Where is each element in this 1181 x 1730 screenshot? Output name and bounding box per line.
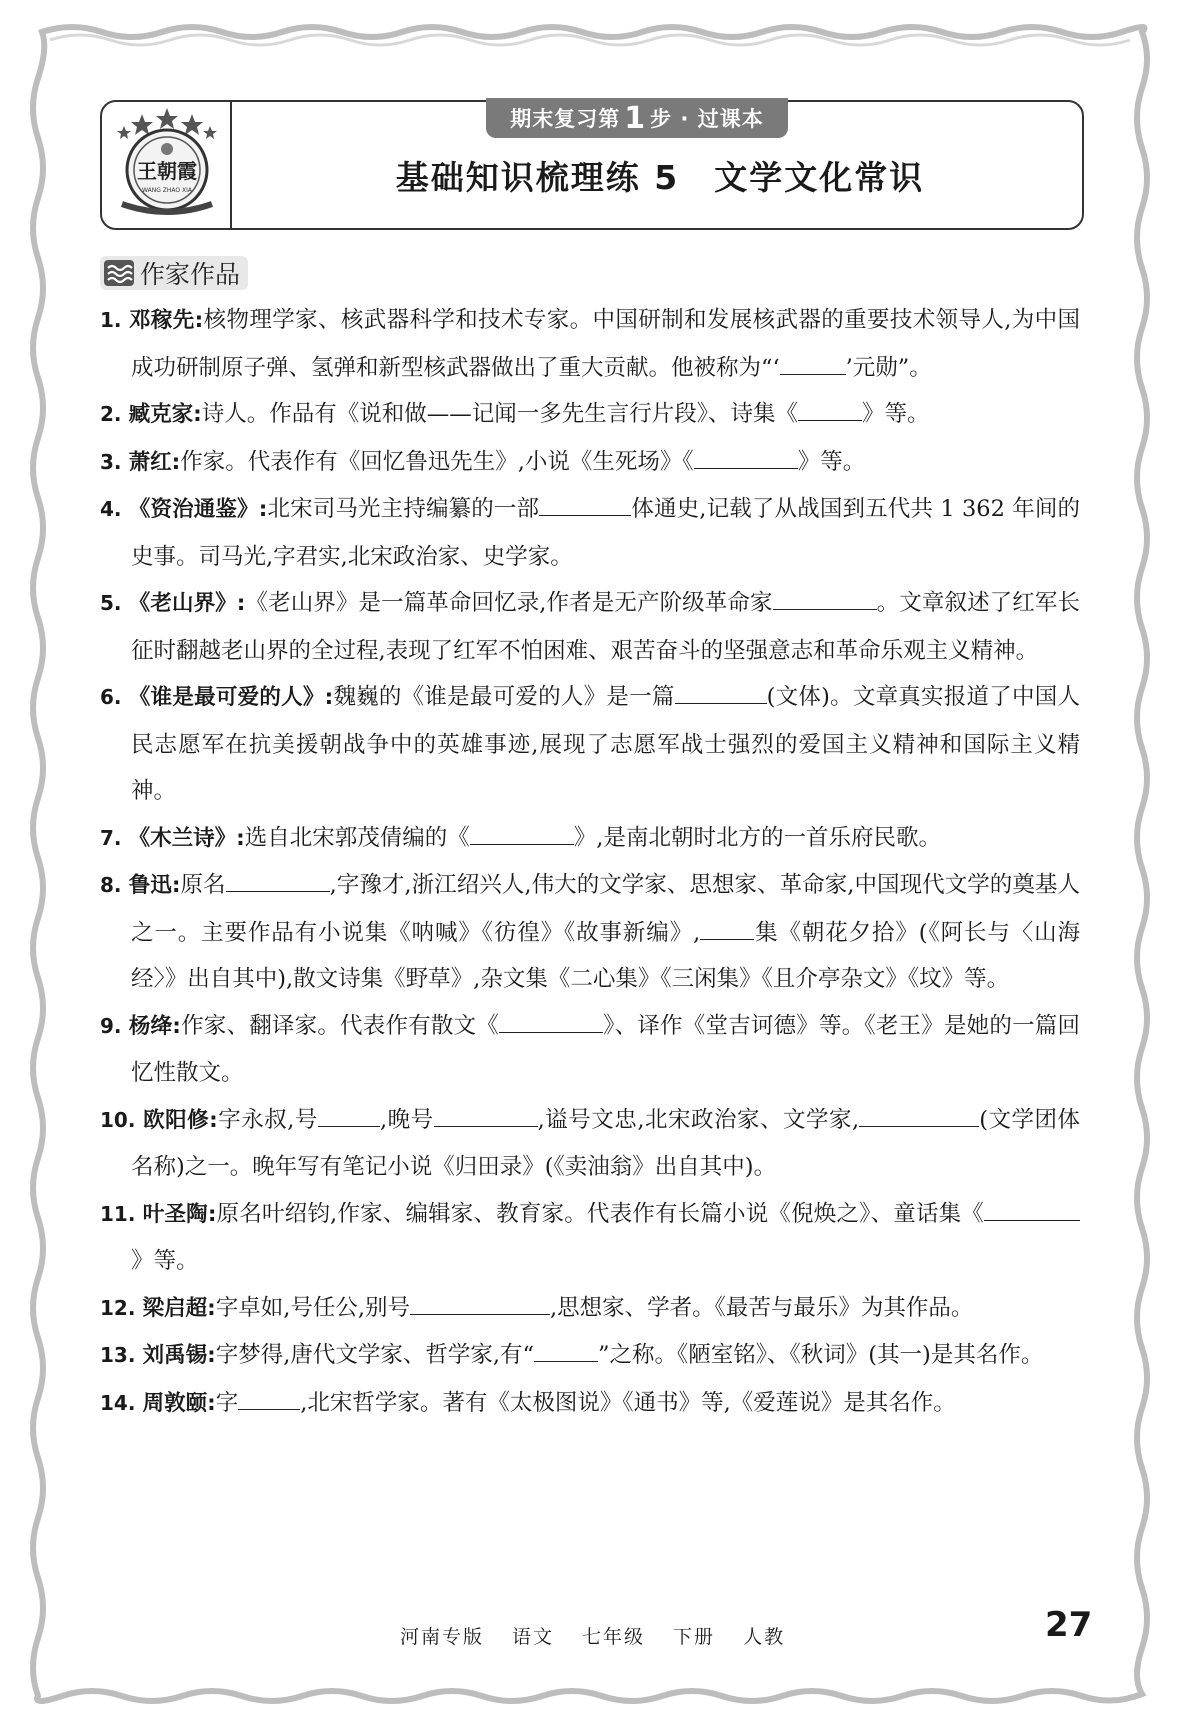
item-text: 》等。 bbox=[862, 401, 930, 427]
list-item bbox=[100, 862, 1080, 1003]
item-text: 北宋司马光主持编纂的一部 bbox=[267, 496, 540, 522]
item-text: (文学团体名称)之一。晚年写有笔记小说《归田录》(《卖油翁》出自其中)。 bbox=[131, 1106, 1081, 1180]
item-text: 字永叔,号 bbox=[217, 1106, 318, 1133]
question-list bbox=[100, 297, 1080, 1427]
item-heading: 叶圣陶: bbox=[142, 1201, 217, 1227]
answer-blank[interactable] bbox=[694, 446, 798, 469]
svg-text:王朝霞: 王朝霞 bbox=[137, 159, 197, 183]
item-number: 13. bbox=[100, 1343, 136, 1367]
footer-subject: 语文 bbox=[512, 1626, 555, 1648]
answer-blank[interactable] bbox=[798, 398, 862, 421]
list-item bbox=[100, 1380, 1080, 1428]
item-text: 》等。 bbox=[797, 448, 866, 475]
item-heading: 邓稼先: bbox=[129, 308, 204, 333]
answer-blank[interactable] bbox=[675, 681, 767, 704]
item-number: 7. bbox=[100, 825, 122, 850]
answer-blank[interactable] bbox=[318, 1104, 380, 1127]
answer-blank[interactable] bbox=[470, 822, 574, 845]
item-heading: 萧红: bbox=[128, 449, 181, 475]
item-number: 2. bbox=[100, 402, 122, 426]
list-item bbox=[100, 439, 1080, 487]
list-item bbox=[100, 580, 1080, 674]
waves-icon bbox=[104, 260, 134, 286]
item-number: 10. bbox=[100, 1107, 136, 1132]
item-text: ’元勋”。 bbox=[845, 354, 932, 381]
item-heading: 刘禹锡: bbox=[142, 1343, 216, 1368]
page-title: 基础知识梳理练 5 文学文化常识 bbox=[395, 158, 925, 197]
list-item bbox=[100, 1003, 1080, 1097]
answer-blank[interactable] bbox=[539, 493, 631, 516]
list-item bbox=[100, 391, 1080, 439]
item-text: ”之称。《陋室铭》、《秋词》(其一)是其名作。 bbox=[598, 1342, 1044, 1368]
item-text: 原名 bbox=[180, 872, 226, 898]
item-number: 9. bbox=[100, 1013, 122, 1038]
list-item bbox=[100, 1285, 1080, 1333]
answer-blank[interactable] bbox=[534, 1339, 598, 1362]
answer-blank[interactable] bbox=[780, 352, 846, 375]
item-text: 核物理学家、核武器科学和技术专家。中国研制和发展核武器的重要技术领导人,为中国成功研制原子弹、氢弹和新型核武器做出了重大贡献。他被称为“‘ bbox=[131, 307, 1081, 381]
item-text: 诗人。作品有《说和做——记闻一多先生言行片段》、诗集《 bbox=[201, 401, 799, 427]
item-number: 3. bbox=[100, 449, 122, 474]
item-heading: 《木兰诗》: bbox=[128, 825, 245, 851]
item-text: 魏巍的《谁是最可爱的人》是一篇 bbox=[333, 684, 675, 710]
item-text: 作家。代表作有《回忆鲁迅先生》,小说《生死场》《 bbox=[180, 448, 694, 475]
item-number: 1. bbox=[100, 308, 122, 332]
item-number: 12. bbox=[100, 1295, 136, 1320]
item-number: 14. bbox=[100, 1390, 136, 1415]
item-text: 》、译作《堂吉诃德》等。《老王》是她的一篇回忆性散文。 bbox=[131, 1012, 1080, 1086]
item-number: 8. bbox=[100, 873, 122, 897]
publisher-logo-seal bbox=[108, 104, 226, 222]
item-number: 6. bbox=[100, 685, 122, 709]
item-text: ,字豫才,浙江绍兴人,伟大的文学家、思想家、革命家,中国现代文学的奠基人之一。主要作品有小说集《呐喊》《彷徨》《故事新编》, bbox=[131, 872, 1080, 946]
item-text: 选自北宋郭茂倩编的《 bbox=[244, 824, 470, 851]
item-text: ,谥号文忠,北宋政治家、文学家, bbox=[537, 1106, 860, 1133]
list-item bbox=[100, 1097, 1080, 1191]
page-footer bbox=[400, 1622, 813, 1649]
item-text: 。文章叙述了红军长征时翻越老山界的全过程,表现了红军不怕困难、艰苦奋斗的坚强意志和革命乐观主义精神。 bbox=[131, 590, 1080, 664]
item-text: ,晚号 bbox=[379, 1106, 434, 1133]
item-text: 作家、翻译家。代表作有散文《 bbox=[180, 1012, 499, 1039]
item-heading: 杨绛: bbox=[128, 1013, 181, 1039]
item-text: 原名叶绍钧,作家、编辑家、教育家。代表作有长篇小说《倪焕之》、童话集《 bbox=[216, 1200, 984, 1227]
item-heading: 鲁迅: bbox=[128, 873, 181, 898]
footer-grade: 七年级 bbox=[582, 1626, 646, 1648]
list-item bbox=[100, 297, 1080, 391]
section-label: 作家作品 bbox=[140, 260, 241, 289]
item-heading: 《老山界》: bbox=[128, 591, 246, 616]
item-number: 5. bbox=[100, 591, 122, 615]
answer-blank[interactable] bbox=[238, 1387, 300, 1410]
list-item bbox=[100, 815, 1080, 863]
item-text: ,北宋哲学家。著有《太极图说》《通书》等,《爱莲说》是其名作。 bbox=[300, 1389, 956, 1416]
answer-blank[interactable] bbox=[434, 1104, 538, 1127]
item-heading: 周敦颐: bbox=[142, 1390, 216, 1416]
list-item bbox=[100, 674, 1080, 815]
item-number: 11. bbox=[100, 1201, 136, 1226]
banner-step-number: 1 bbox=[624, 100, 647, 136]
footer-edition: 河南专版 bbox=[400, 1626, 485, 1648]
item-text: (文体)。文章真实报道了中国人民志愿军在抗美援朝战争中的英雄事迹,展现了志愿军战士强烈的爱国主义精神和国际主义精神。 bbox=[131, 684, 1080, 804]
item-text: 集《朝花夕拾》(《阿长与〈山海经〉》出自其中),散文诗集《野草》,杂文集《二心集》《三闲集》《且介亭杂文》《坟》等。 bbox=[131, 919, 1081, 992]
item-heading: 梁启超: bbox=[142, 1295, 216, 1321]
banner-prefix: 期末复习第 bbox=[510, 107, 621, 131]
logo-divider bbox=[230, 100, 232, 230]
review-step-banner bbox=[486, 98, 788, 138]
section-tag bbox=[100, 256, 248, 290]
item-heading: 《资治通鉴》: bbox=[128, 497, 268, 522]
answer-blank[interactable] bbox=[410, 1292, 550, 1315]
list-item bbox=[100, 1332, 1080, 1380]
answer-blank[interactable] bbox=[773, 587, 877, 610]
item-heading: 臧克家: bbox=[128, 402, 202, 427]
list-item bbox=[100, 1191, 1080, 1285]
banner-suffix: 步 · 过课本 bbox=[650, 107, 764, 131]
answer-blank[interactable] bbox=[984, 1198, 1080, 1221]
item-number: 4. bbox=[100, 497, 122, 521]
footer-publisher: 人教 bbox=[743, 1626, 786, 1648]
item-text: 字梦得,唐代文学家、哲学家,有“ bbox=[215, 1342, 535, 1368]
page-number: 27 bbox=[1045, 1605, 1093, 1645]
item-text: 》,是南北朝时北方的一首乐府民歌。 bbox=[573, 824, 941, 851]
footer-volume: 下册 bbox=[673, 1626, 716, 1648]
item-heading: 欧阳修: bbox=[143, 1107, 218, 1133]
item-text: 体通史,记载了从战国到五代共 1 362 年间的史事。司马光,字君实,北宋政治家、史学家。 bbox=[131, 496, 1081, 570]
answer-blank[interactable] bbox=[226, 869, 330, 892]
item-heading: 《谁是最可爱的人》: bbox=[128, 685, 334, 710]
answer-blank[interactable] bbox=[700, 917, 754, 940]
item-text: 《老山界》是一篇革命回忆录,作者是无产阶级革命家 bbox=[245, 590, 773, 616]
item-text: ,思想家、学者。《最苦与最乐》为其作品。 bbox=[550, 1294, 974, 1321]
answer-blank[interactable] bbox=[859, 1104, 979, 1127]
answer-blank[interactable] bbox=[499, 1010, 603, 1033]
svg-text:WANG ZHAO XIA: WANG ZHAO XIA bbox=[142, 187, 192, 194]
item-text: 字卓如,号任公,别号 bbox=[215, 1294, 411, 1321]
item-text: 字 bbox=[215, 1389, 239, 1416]
list-item bbox=[100, 486, 1080, 580]
item-text: 》等。 bbox=[131, 1248, 199, 1274]
